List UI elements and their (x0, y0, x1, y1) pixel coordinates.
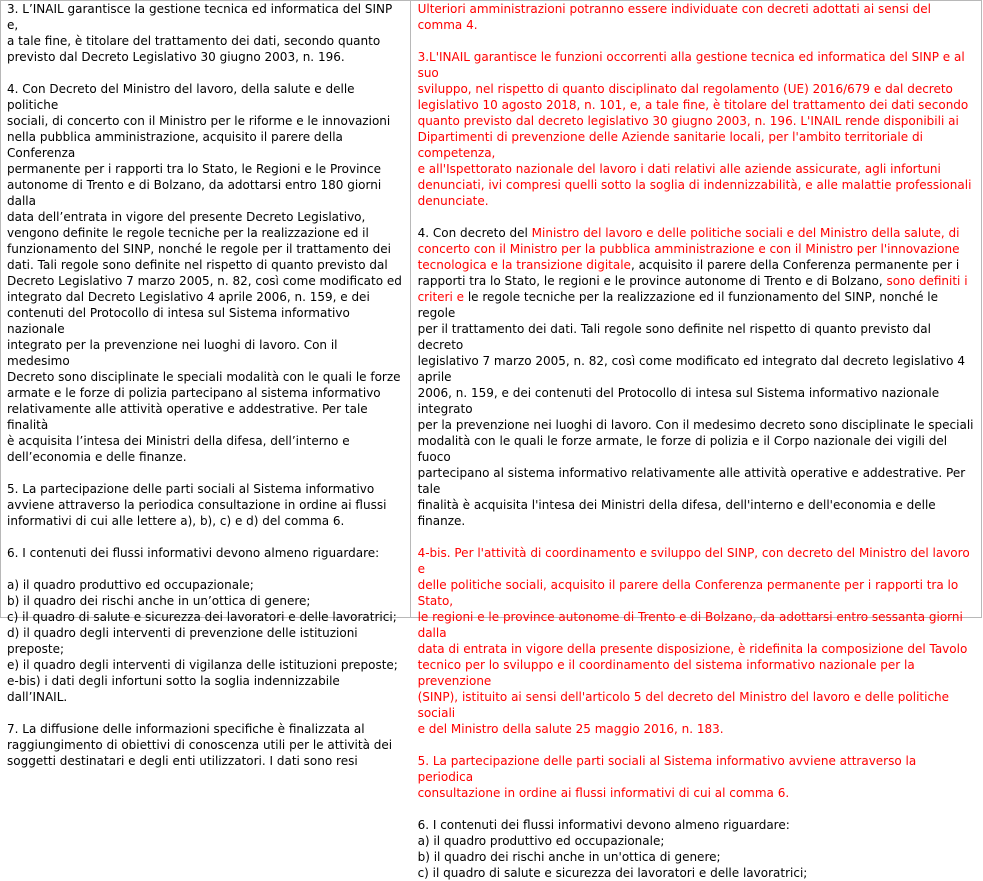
original-text-column (1, 1, 411, 768)
right-p4-part-a: 4. Con decreto del (417, 226, 532, 240)
right-paragraph-4-bis: 4-bis. Per l'attività di coordinamento e sviluppo del SINP, con decreto del Ministro del lavoro e delle politiche sociali, acquisito il parere della Conferenza permanente per i rapporti tra lo Stato, le regioni e le province autonome di Trento e di Bolzano, da adottarsi entro sessanta giorni dalla data di entrata in vigore della presente disposizione, è ridefinita la composizione del Tavolo tecnico per lo sviluppo e il coordinamento del sistema informativo nazionale per la prevenzione (SINP), istituito ai sensi dell'articolo 5 del decreto del Ministro del lavoro e delle politiche sociali e del Ministro della salute 25 maggio 2016, n. 183. (417, 546, 970, 736)
right-paragraph-3: 3.L'INAIL garantisce le funzioni occorrenti alla gestione tecnica ed informatica del SINP e al suo sviluppo, nel rispetto di quanto disciplinato dal regolamento (UE) 2016/679 e dal decreto legislativo 10 agosto 2018, n. 101, e, a tale fine, è titolare del trattamento dei dati secondo quanto previsto dal decreto legislativo 30 giugno 2003, n. 196. L'INAIL rende disponibili ai Dipartimenti di prevenzione delle Aziende sanitarie locali, per l'ambito territoriale di competenza, e all'Ispettorato nazionale del lavoro i dati relativi alle aziende assicurate, agli infortuni denunciati, ivi compresi quelli sotto la soglia di indennizzabilità, e alle malattie professionali denunciate. (417, 50, 972, 208)
left-paragraph-5: 5. La partecipazione delle parti sociali al Sistema informativo avviene attraverso la periodica consultazione in ordine ai flussi informativi di cui alle lettere a), b), c) e d) del comma 6. (7, 482, 387, 528)
right-p4-part-e: le regole tecniche per la realizzazione ed il funzionamento del SINP, nonché le regole per il trattamento dei dati. Tali regole sono definite nel rispetto di quanto previsto dal decreto legislativo 7 marzo 2005, n. 82, così come modificato ed integrato dal decreto legislativo 4 aprile 2006, n. 159, e dei contenuti del Protocollo di intesa sul Sistema informativo nazionale integrato per la prevenzione nei luoghi di lavoro. Con il medesimo decreto sono disciplinate le speciali modalità con le quali le forze armate, le forze di polizia e il Corpo nazionale dei vigili del fuoco partecipano al sistema informativo relativamente alle attività operative e addestrative. Per tale finalità è acquisita l'intesa dei Ministri della difesa, dell'interno e dell'economia e delle finanze. (417, 290, 974, 528)
right-p4-part-d: sono definiti i criteri e (417, 274, 968, 304)
right-paragraph-5: 5. La partecipazione delle parti sociali al Sistema informativo avviene attraverso la periodica consultazione in ordine ai flussi informativi di cui al comma 6. (417, 754, 917, 800)
left-paragraph-3: 3. L’INAIL garantisce la gestione tecnica ed informatica del SINP e, a tale fine, è titolare del trattamento dei dati, secondo quanto previsto dal Decreto Legislativo 30 giugno 2003, n. 196. (7, 2, 393, 64)
left-paragraph-7: 7. La diffusione delle informazioni specifiche è finalizzata al raggiungimento di obiettivi di conoscenza utili per le attività dei soggetti destinatari e degli enti utilizzatori. I dati sono resi (7, 722, 393, 768)
left-paragraph-6: 6. I contenuti dei flussi informativi devono almeno riguardare: (7, 546, 380, 560)
right-paragraph-4 (418, 225, 975, 529)
right-intro: Ulteriori amministrazioni potranno essere individuate con decreti adottati ai sensi del comma 4. (417, 2, 931, 32)
amended-text-column (411, 1, 981, 880)
right-p4-part-b: Ministro del lavoro e delle politiche sociali e del Ministro della salute, di concerto con il Ministro per la pubblica amministrazione e con il Ministro per l'innovazione tecnologica e la transizione digitale (417, 226, 960, 272)
left-paragraph-6-list: a) il quadro produttivo ed occupazionale; b) il quadro dei rischi anche in un’ottica di genere; c) il quadro di salute e sicurezza dei lavoratori e delle lavoratrici; d) il quadro degli interventi di prevenzione delle istituzioni preposte; e) il quadro degli interventi di vigilanza delle istituzioni preposte; e-bis) i dati degli infortuni sotto la soglia indennizzabile dall’INAIL. (7, 578, 398, 704)
right-p4-part-c: , acquisito il parere della Conferenza permanente per i rapporti tra lo Stato, le regioni e le province autonome di Trento e di Bolzano, (417, 258, 960, 288)
right-paragraph-6: 6. I contenuti dei flussi informativi devono almeno riguardare: a) il quadro produttivo ed occupazionale; b) il quadro dei rischi anche in un'ottica di genere; c) il quadro di salute e sicurezza dei lavoratori e delle lavoratrici; (417, 818, 808, 880)
left-paragraph-4: 4. Con Decreto del Ministro del lavoro, della salute e delle politiche sociali, di concerto con il Ministro per le riforme e le innovazioni nella pubblica amministrazione, acquisito il parere della Conferenza permanente per i rapporti tra lo Stato, le Regioni e le Province autonome di Trento e di Bolzano, da adottarsi entro 180 giorni dalla data dell’entrata in vigore del presente Decreto Legislativo, vengono definite le regole tecniche per la realizzazione ed il funzionamento del SINP, nonché le regole per il trattamento dei dati. Tali regole sono definite nel rispetto di quanto previsto dal Decreto Legislativo 7 marzo 2005, n. 82, così come modificato ed integrato dal Decreto Legislativo 4 aprile 2006, n. 159, e dei contenuti del Protocollo di intesa sul Sistema informativo nazionale integrato per la prevenzione nei luoghi di lavoro. Con il medesimo Decreto sono disciplinate le speciali modalità con le quali le forze armate e le forze di polizia partecipano al sistema informativo relativamente alle attività operative e addestrative. Per tale finalità è acquisita l’intesa dei Ministri della difesa, dell’interno e dell’economia e delle finanze. (7, 82, 402, 464)
